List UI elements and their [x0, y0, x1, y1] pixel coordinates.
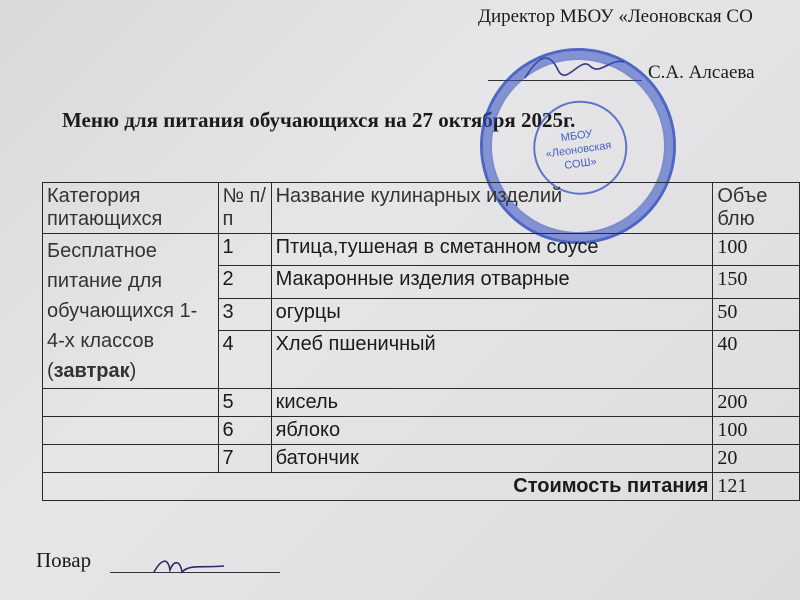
dish-name: яблоко [271, 417, 713, 445]
row-number: 3 [218, 298, 271, 330]
dish-name: кисель [271, 389, 713, 417]
table-row [43, 445, 800, 473]
total-value: 121 [713, 473, 800, 501]
stamp-line-3: СОШ» [563, 155, 598, 173]
cook-signature-icon [150, 554, 230, 580]
category-cell: Бесплатное питание для обучающихся 1-4-х классов (завтрак) [43, 234, 219, 389]
row-number: 7 [218, 445, 271, 473]
stamp-line-1: МБОУ [560, 127, 594, 145]
menu-table [42, 182, 800, 501]
header-number: № п/п [218, 183, 271, 234]
stamp-line-2: «Леоновская [544, 139, 613, 161]
dish-volume: 200 [713, 389, 800, 417]
row-number: 4 [218, 331, 271, 389]
table-row [43, 417, 800, 445]
row-number: 5 [218, 389, 271, 417]
empty-category-cell [43, 389, 219, 417]
empty-category-cell [43, 445, 219, 473]
director-title: Директор МБОУ «Леоновская СО [478, 6, 753, 27]
table-header-row [43, 183, 800, 234]
page-title: Меню для питания обучающихся на 27 октября 2025г. [62, 108, 576, 132]
dish-volume: 100 [713, 417, 800, 445]
table-row [43, 234, 800, 266]
category-text: Бесплатное питание для обучающихся 1-4-х классов [47, 240, 198, 352]
total-label: Стоимость питания [43, 473, 713, 501]
header-volume: Объе блю [713, 183, 800, 234]
row-number: 1 [218, 234, 271, 266]
dish-name: Макаронные изделия отварные [271, 266, 713, 298]
row-number: 6 [218, 417, 271, 445]
dish-volume: 20 [713, 445, 800, 473]
empty-category-cell [43, 417, 219, 445]
total-row [43, 473, 800, 501]
table-row [43, 389, 800, 417]
dish-name: Птица,тушеная в сметанном соусе [271, 234, 713, 266]
dish-volume: 100 [713, 234, 800, 266]
dish-volume: 40 [713, 331, 800, 389]
cook-label: Повар [36, 548, 92, 572]
dish-volume: 150 [713, 266, 800, 298]
dish-name: Хлеб пшеничный [271, 331, 713, 389]
header-category: Категория питающихся [43, 183, 219, 234]
row-number: 2 [218, 266, 271, 298]
dish-volume: 50 [713, 298, 800, 330]
dish-name: батончик [271, 445, 713, 473]
category-meal: завтрак [53, 360, 130, 382]
dish-name: огурцы [271, 298, 713, 330]
director-name: С.А. Алсаева [648, 62, 755, 83]
header-name: Название кулинарных изделий [271, 183, 713, 234]
